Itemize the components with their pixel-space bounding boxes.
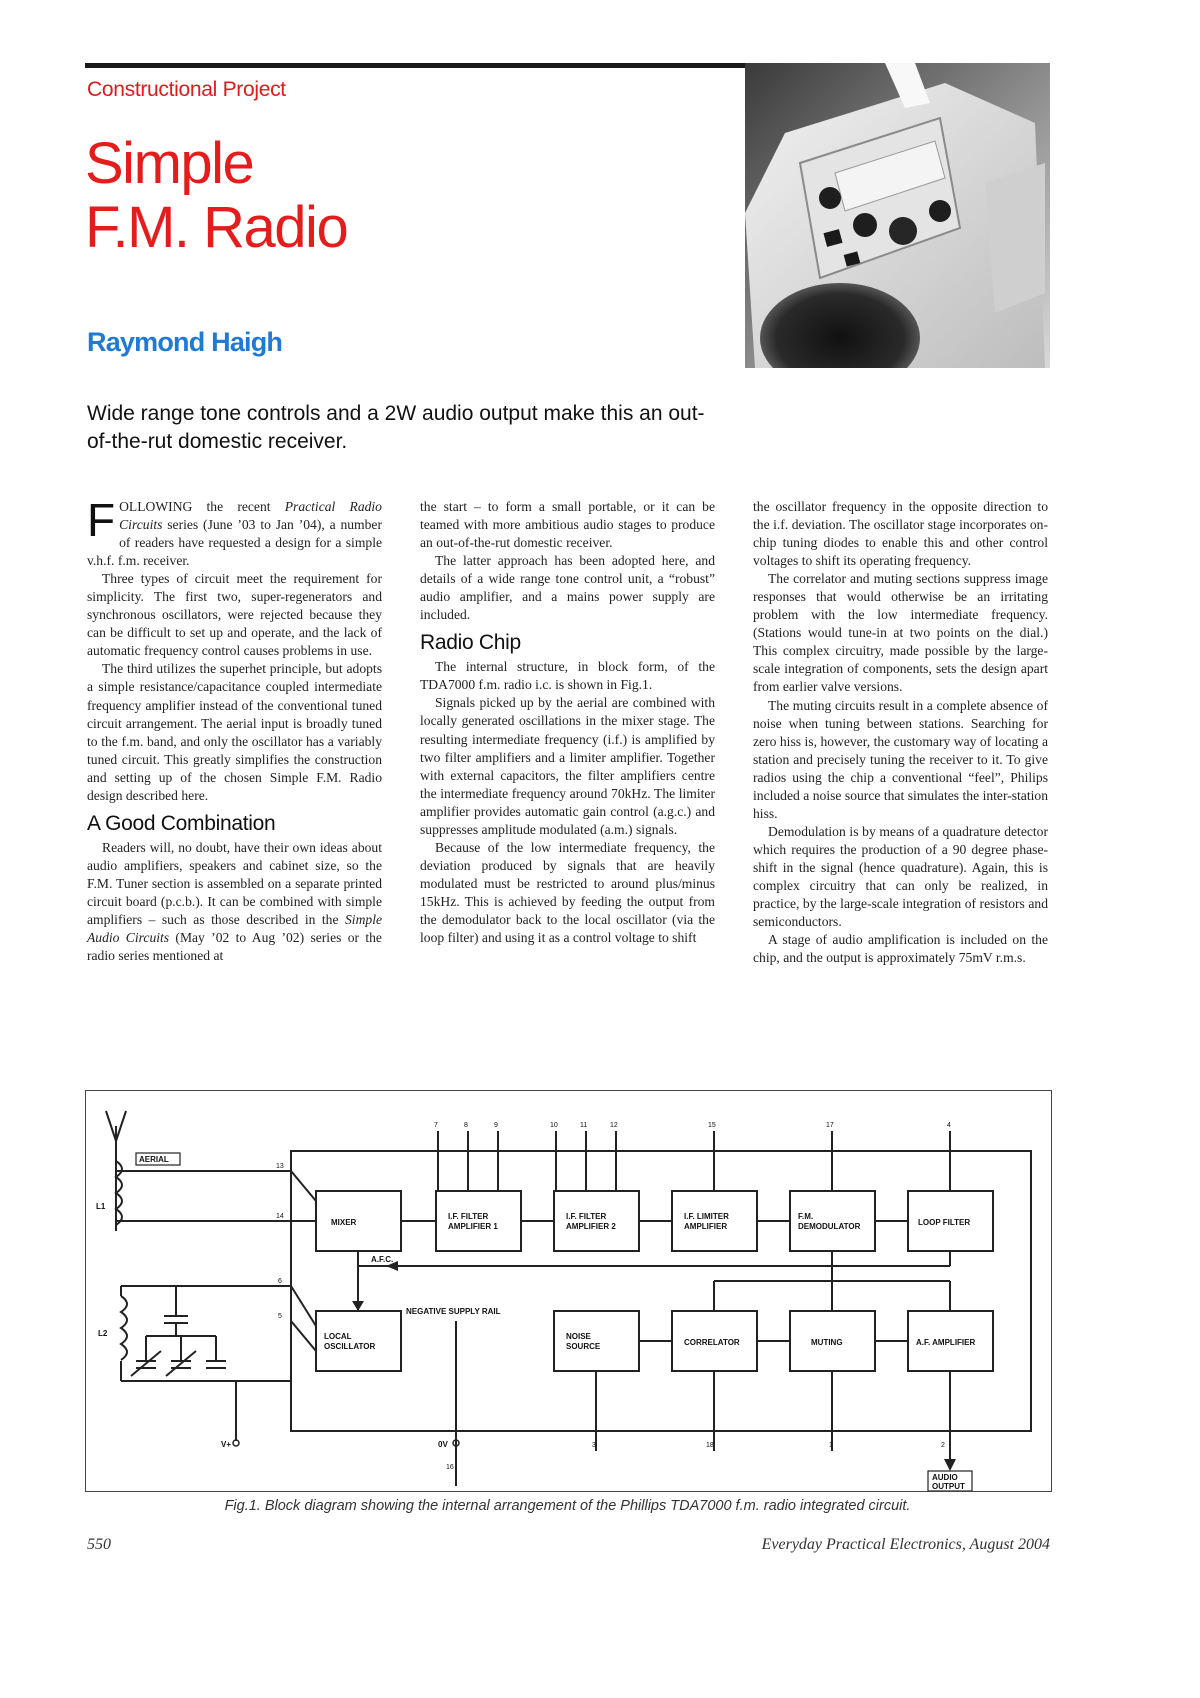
pin-label: 13 [276, 1163, 284, 1170]
paragraph [87, 494, 382, 570]
radio-photo [745, 63, 1050, 368]
drop-cap: F [87, 494, 116, 546]
pin-label: 9 [494, 1122, 498, 1129]
title-line-1: Simple [85, 131, 254, 196]
paragraph: The correlator and muting sections suppress image responses that would otherwise be an irritating problem with the low intermediate frequency. (Stations would tune-in at two points on the dial.) This complex circuitry, made possible by the large-scale integration of components, sets the design apart from earlier valve versions. [753, 571, 1048, 695]
paragraph: A stage of audio amplification is included on the chip, and the output is approximately 75mV r.m.s. [753, 932, 1048, 966]
noise-label-1: NOISE [566, 1332, 591, 1341]
pin-label: 1 [829, 1442, 833, 1449]
text-run: Readers will, no doubt, have their own ideas about audio amplifiers, speakers and cabinet size, so the F.M. Tuner section is assembled on a separate printed circuit board (p.c.b.). It can be combined with simple amplifiers – such as those described in the [87, 839, 382, 927]
afc-label: A.F.C. [371, 1255, 394, 1264]
pin-label: 4 [947, 1122, 951, 1129]
paragraph: the start – to form a small portable, or it can be teamed with more ambitious audio stages to produce an out-of-the-rut domestic receiver. [420, 499, 715, 551]
demod-label-2: DEMODULATOR [798, 1222, 861, 1231]
paragraph: Demodulation is by means of a quadrature detector which requires the production of a 90 degree phase-shift in the signal (hence quadrature). Again, this is complex circuitry that can only be realized, in practice, by the large-scale integration of resistors and semiconductors. [753, 823, 1048, 930]
pin-label: 11 [580, 1122, 588, 1129]
pin-label: 3 [592, 1442, 596, 1449]
body-column-2 [420, 498, 715, 947]
paragraph: The internal structure, in block form, of the TDA7000 f.m. radio i.c. is shown in Fig.1. [420, 659, 715, 693]
pin-label: 6 [278, 1278, 282, 1285]
pin-label: 16 [446, 1464, 454, 1471]
block-demodulator [790, 1191, 875, 1251]
limiter-label-1: I.F. LIMITER [684, 1212, 729, 1221]
aerial-label: AERIAL [139, 1155, 169, 1164]
series-title: Practical Radio Circuits [119, 499, 382, 533]
pin-label: 14 [276, 1213, 284, 1220]
pin-label: 18 [706, 1442, 714, 1449]
title-line-2: F.M. Radio [85, 195, 348, 260]
subheading: Radio Chip [420, 631, 521, 655]
audio-output-label-2: OUTPUT [932, 1482, 965, 1491]
article-title [85, 132, 347, 260]
page-number: 550 [87, 1536, 111, 1553]
section-label: Constructional Project [87, 78, 286, 101]
pin-label: 8 [464, 1122, 468, 1129]
demod-label-1: F.M. [798, 1212, 814, 1221]
pin-label: 5 [278, 1313, 282, 1320]
paragraph: Signals picked up by the aerial are combined with locally generated oscillations in the mixer stage. The resulting intermediate frequency (i.f.) is amplified by two filter amplifiers and a limiter amplifier. Together with external capacitors, the filter amplifiers centre the intermediate frequency around 70kHz. The limiter amplifier provides automatic gain control (a.g.c.) and suppresses amplitude modulated (a.m.) signals. [420, 695, 715, 837]
paragraph [87, 839, 382, 965]
body-column-3 [753, 498, 1048, 967]
text-run: the recent [192, 499, 285, 514]
pin-label: 12 [610, 1122, 618, 1129]
block-mixer [316, 1191, 401, 1251]
block-limiter [672, 1191, 757, 1251]
noise-label-2: SOURCE [566, 1342, 601, 1351]
paragraph: Three types of circuit meet the requirement for simplicity. The first two, super-regenerators and synchronous oscillators, were rejected because they can be difficult to set up and operate, and the lack of automatic frequency control causes problems in use. [87, 571, 382, 659]
limiter-label-2: AMPLIFIER [684, 1222, 728, 1231]
paragraph: The muting circuits result in a complete absence of noise when tuning between stations. Searching for zero hiss is, however, the customary way of locating a station and precisely tuning the receiver to it. To give radios using the chip a conventional “feel”, Philips included a noise source that simulates the inter-station hiss. [753, 697, 1048, 821]
osc-label-2: OSCILLATOR [324, 1342, 376, 1351]
if1-label-1: I.F. FILTER [448, 1212, 489, 1221]
pin-label: 7 [434, 1122, 438, 1129]
block-if-amp-1 [436, 1191, 521, 1251]
loop-filter-label: LOOP FILTER [918, 1218, 971, 1227]
block-local-oscillator [316, 1311, 401, 1371]
zero-v-label: 0V [438, 1440, 448, 1449]
mixer-label: MIXER [331, 1218, 357, 1227]
muting-label: MUTING [811, 1338, 843, 1347]
pin-label: 10 [550, 1122, 558, 1129]
series-title: Simple Audio Circuits [87, 911, 382, 946]
block-diagram-frame [85, 1090, 1052, 1492]
text-run: series (June ’03 to Jan ’04), a number of readers have requested a design for a simple v.h.f. f.m. receiver. [87, 517, 382, 569]
block-if-amp-2 [554, 1191, 639, 1251]
audio-output-label-1: AUDIO [932, 1473, 958, 1482]
publication-footer: Everyday Practical Electronics, August 2004 [761, 1536, 1050, 1553]
author-name: Raymond Haigh [87, 327, 283, 357]
correlator-label: CORRELATOR [684, 1338, 740, 1347]
block-diagram [86, 1091, 1051, 1491]
l2-label: L2 [98, 1329, 108, 1338]
pin-label: 15 [708, 1122, 716, 1129]
af-amp-label: A.F. AMPLIFIER [916, 1338, 976, 1347]
paragraph: Because of the low intermediate frequency, the deviation produced by signals that are heavily modulated must be restricted to around plus/minus 15kHz. This is achieved by feeding the output from the demodulator back to the local oscillator (via the loop filter) and using it as a control voltage to shift [420, 839, 715, 946]
article-strapline: Wide range tone controls and a 2W audio output make this an out-of-the-rut domestic receiver. [87, 402, 705, 453]
figure-caption: Fig.1. Block diagram showing the internal arrangement of the Phillips TDA7000 f.m. radio integrated circuit. [224, 1498, 911, 1514]
body-column-1 [87, 494, 382, 965]
if2-label-1: I.F. FILTER [566, 1212, 607, 1221]
lead-in-caps: OLLOWING [119, 499, 193, 514]
subheading: A Good Combination [87, 811, 276, 835]
paragraph: The latter approach has been adopted here, and details of a wide range tone control unit, a “robust” audio amplifier, and a mains power supply are included. [420, 553, 715, 623]
paragraph: The third utilizes the superhet principle, but adopts a simple resistance/capacitance coupled intermediate frequency amplifier instead of the conventional tuned circuit arrangement. The aerial input is broadly tuned to the f.m. band, and only the oscillator has a variably tuned circuit. This greatly simplifies the construction and setting up of the chosen Simple F.M. Radio design described here. [87, 661, 382, 803]
neg-rail-label: NEGATIVE SUPPLY RAIL [406, 1307, 501, 1316]
if2-label-2: AMPLIFIER 2 [566, 1222, 616, 1231]
vplus-label: V+ [221, 1440, 232, 1449]
text-run: (May ’02 to Aug ’02) series or the radio series mentioned at [87, 930, 382, 964]
paragraph: the oscillator frequency in the opposite direction to the i.f. deviation. The oscillator stage incorporates on-chip tuning diodes to enable this and other control voltages to shift its operating frequency. [753, 499, 1048, 569]
radio-photo-drawing [745, 63, 1050, 368]
if1-label-2: AMPLIFIER 1 [448, 1222, 498, 1231]
block-noise-source [554, 1311, 639, 1371]
pin-label: 17 [826, 1122, 834, 1129]
l1-label: L1 [96, 1202, 106, 1211]
pin-label: 2 [941, 1442, 945, 1449]
osc-label-1: LOCAL [324, 1332, 352, 1341]
